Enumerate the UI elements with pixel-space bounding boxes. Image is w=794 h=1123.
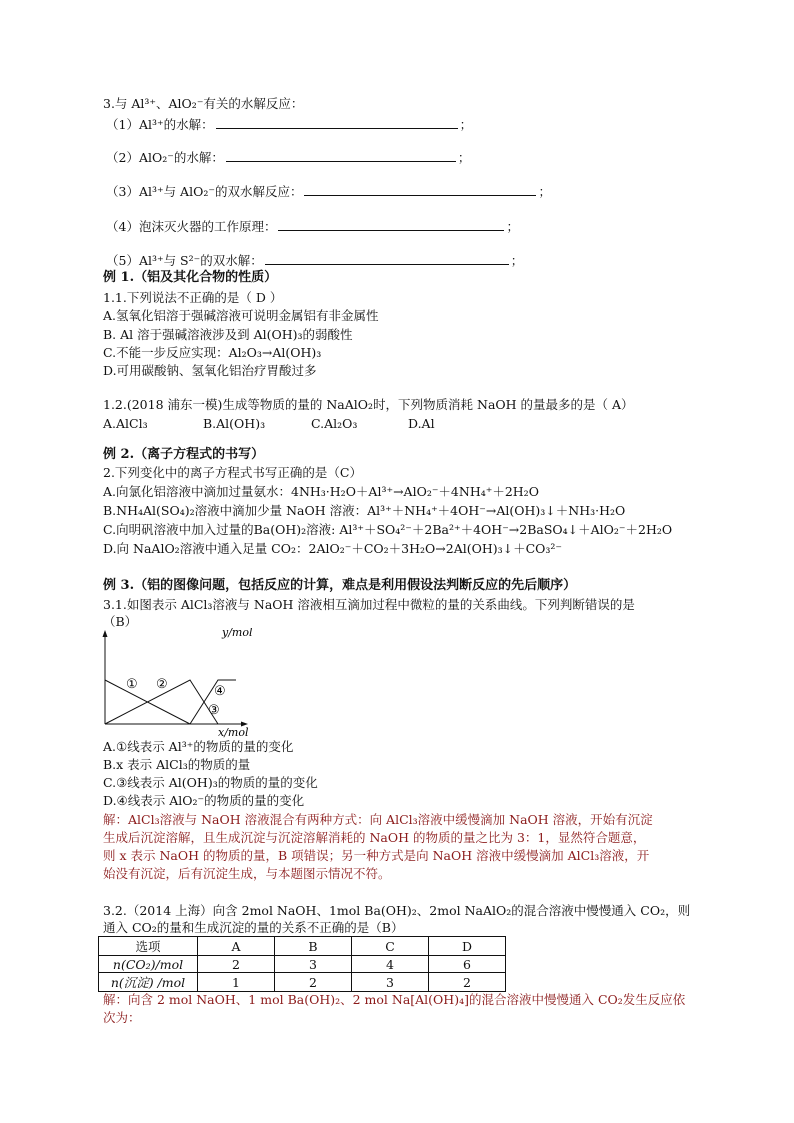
solution-line: 则 x 表示 NaOH 的物质的量，B 项错误；另一种方式是向 NaOH 溶液中缓慢滴加 AlCl₃溶液，开	[103, 848, 650, 863]
y-axis-label: y/mol	[222, 628, 253, 639]
solution-line: 生成后沉淀溶解，且生成沉淀与沉淀溶解消耗的 NaOH 的物质的量之比为 3：1，显然符合题意，	[103, 830, 646, 845]
q4-label: （4）泡沫灭火器的工作原理：	[106, 219, 277, 234]
table-cell: 3	[275, 956, 352, 973]
example2-option-c: C.向明矾溶液中加入过量的Ba(OH)₂溶液: Al³⁺＋SO₄²⁻＋2Ba²⁺＋4OH⁻→2BaSO₄↓＋AlO₂⁻＋2H₂O	[103, 522, 673, 537]
table-cell: 1	[198, 973, 275, 992]
solution-line: 解：AlCl₃溶液与 NaOH 溶液混合有两种方式：向 AlCl₃溶液中缓慢滴加 NaOH 溶液，开始有沉淀	[103, 812, 653, 827]
q4-line	[106, 218, 519, 235]
q1-label: （1）Al³⁺的水解：	[106, 117, 214, 132]
table-header-cell: 选项	[99, 937, 198, 956]
example1-option-c: C.不能一步反应实现：Al₂O₃→Al(OH)₃	[103, 345, 322, 360]
q1-blank[interactable]	[216, 116, 458, 129]
example3-q32-line2: 通入 CO₂的量和生成沉淀的量的关系不正确的是（B）	[103, 920, 404, 935]
table-header-cell: C	[352, 937, 429, 956]
q2-semicolon: ；	[457, 150, 471, 165]
y-axis-arrow	[103, 630, 108, 637]
example3-option-a: A.①线表示 Al³⁺的物质的量的变化	[103, 739, 294, 754]
solution2-line1: 解：向含 2 mol NaOH、1 mol Ba(OH)₂、2 mol Na[Al(OH)₄]的混合溶液中慢慢通入 CO₂发生反应依	[103, 992, 686, 1007]
example2-option-b: B.NH₄Al(SO₄)₂溶液中滴加少量 NaOH 溶液：Al³⁺＋NH₄⁺＋4OH⁻→Al(OH)₃↓＋NH₃·H₂O	[103, 503, 626, 518]
table-cell: 2	[429, 973, 506, 992]
example2-option-d: D.向 NaAlO₂溶液中通入足量 CO₂：2AlO₂⁻＋CO₂＋3H₂O→2Al(OH)₃↓＋CO₃²⁻	[103, 541, 563, 556]
table-header-cell: A	[198, 937, 275, 956]
solution2-line2: 次为：	[103, 1010, 141, 1025]
q1-semicolon: ；	[459, 117, 473, 132]
curve-label-1: ①	[126, 677, 138, 692]
table-cell: 3	[352, 973, 429, 992]
curve-graph	[98, 628, 258, 740]
table-cell: 4	[352, 956, 429, 973]
q4-blank[interactable]	[278, 218, 504, 231]
q1-line	[106, 116, 472, 133]
solution-line: 始没有沉淀，后有沉淀生成，与本题图示情况不符。	[103, 866, 391, 881]
example1-heading: 例 1.（铝及其化合物的性质）	[103, 270, 278, 285]
example3-heading: 例 3.（铝的图像问题，包括反应的计算，难点是利用假设法判断反应的先后顺序）	[103, 578, 577, 593]
table-header-cell: B	[275, 937, 352, 956]
example3-option-d: D.④线表示 AlO₂⁻的物质的量的变化	[103, 793, 305, 808]
example2-option-a: A.向氯化铝溶液中滴加过量氨水：4NH₃·H₂O＋Al³⁺→AlO₂⁻＋4NH₄⁺＋2H₂O	[103, 484, 539, 499]
example2-heading: 例 2.（离子方程式的书写）	[103, 447, 265, 462]
q12-option-d: D.Al	[408, 416, 435, 431]
options-table	[98, 936, 506, 992]
example1-option-b: B. Al 溶于强碱溶液涉及到 Al(OH)₃的弱酸性	[103, 327, 353, 342]
table-header-cell: D	[429, 937, 506, 956]
curve-label-2: ②	[156, 677, 168, 692]
table-cell: 2	[198, 956, 275, 973]
q3-label: （3）Al³⁺与 AlO₂⁻的双水解反应：	[106, 184, 303, 199]
example1-option-a: A.氢氧化铝溶于强碱溶液可说明金属铝有非金属性	[103, 308, 379, 323]
example3-q31-line2: （B）	[103, 614, 138, 629]
curve-label-3: ③	[208, 703, 220, 718]
q3-line	[106, 183, 551, 200]
curve-label-4: ④	[214, 684, 226, 699]
table-header-row	[99, 937, 506, 956]
section3-title: 3.与 Al³⁺、AlO₂⁻有关的水解反应：	[103, 96, 304, 111]
q3-semicolon: ；	[538, 184, 551, 199]
example3-q32-line1: 3.2.（2014 上海）向含 2mol NaOH、1mol Ba(OH)₂、2mol NaAlO₂的混合溶液中慢慢通入 CO₂，则	[103, 903, 691, 918]
table-cell: n(CO₂)/mol	[99, 956, 198, 973]
q5-label: （5）Al³⁺与 S²⁻的双水解：	[106, 253, 263, 268]
example3-option-b: B.x 表示 AlCl₃的物质的量	[103, 757, 251, 772]
table-cell: 6	[429, 956, 506, 973]
q4-semicolon: ；	[506, 219, 519, 234]
q12-option-c: C.Al₂O₃	[311, 416, 358, 431]
table-row	[99, 973, 506, 992]
example3-option-c: C.③线表示 Al(OH)₃的物质的量的变化	[103, 775, 318, 790]
table-cell: n(沉淀) /mol	[99, 973, 198, 992]
q5-semicolon: ；	[510, 253, 524, 268]
q2-line	[106, 149, 470, 166]
example1-option-d: D.可用碳酸钠、氢氧化铝治疗胃酸过多	[103, 363, 317, 378]
table-cell: 2	[275, 973, 352, 992]
q12-option-b: B.Al(OH)₃	[203, 416, 266, 431]
x-axis-label: x/mol	[218, 726, 249, 739]
table-row	[99, 956, 506, 973]
q3-blank[interactable]	[304, 183, 536, 196]
example1-q11: 1.1.下列说法不正确的是（ D ）	[103, 290, 283, 305]
example1-q12: 1.2.(2018 浦东一模)生成等物质的量的 NaAlO₂时，下列物质消耗 NaOH 的量最多的是（ A）	[103, 397, 634, 412]
example2-question: 2.下列变化中的离子方程式书写正确的是（C）	[103, 465, 362, 480]
q2-label: （2）AlO₂⁻的水解：	[106, 150, 224, 165]
example3-q31-line1: 3.1.如图表示 AlCl₃溶液与 NaOH 溶液相互滴加过程中微粒的量的关系曲线。下列判断错误的是	[103, 597, 635, 612]
q5-line	[106, 252, 523, 269]
q2-blank[interactable]	[226, 149, 456, 162]
q12-option-a: A.AlCl₃	[103, 416, 148, 431]
q5-blank[interactable]	[265, 252, 509, 265]
